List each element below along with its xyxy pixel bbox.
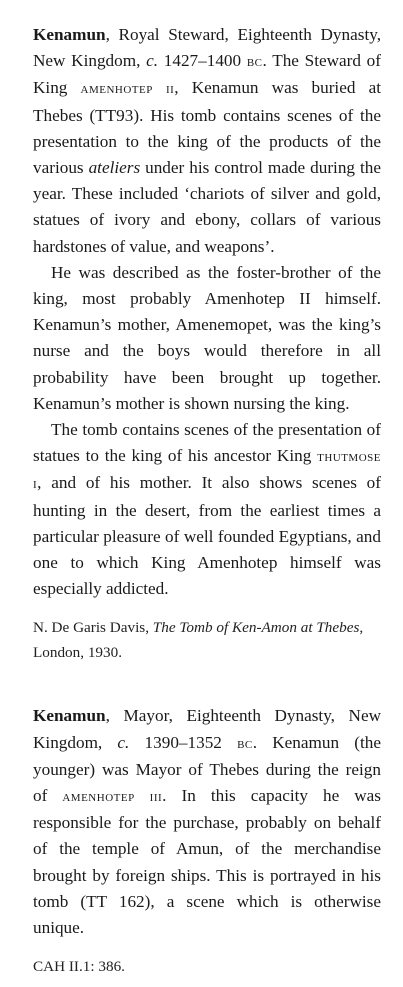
body-text: The tomb contains scenes of the presentation of statues to the king of his ancestor King xyxy=(33,420,381,466)
entry-paragraph xyxy=(33,703,381,941)
body-text: The Steward of King xyxy=(33,51,381,98)
ref-title: The Tomb of Ken-Amon at Thebes xyxy=(152,619,360,637)
bibliography-reference xyxy=(33,616,381,665)
ref-publication: , London, 1930. xyxy=(33,619,364,661)
entry-kenamun-royal-steward xyxy=(33,22,381,665)
circa-abbrev: c. xyxy=(146,51,159,71)
entry-paragraph xyxy=(33,22,381,260)
italic-term: ateliers xyxy=(88,158,141,178)
era-label: bc xyxy=(246,54,263,71)
cross-reference-king: amenhotep ii xyxy=(80,81,175,98)
entry-lead: , Mayor, Eighteenth Dynasty, New Kingdom, xyxy=(33,706,381,752)
cross-reference-king: thutmose i xyxy=(33,449,381,493)
entry-paragraph: He was described as the foster-brother of the king, most probably Amenhotep II himself. Kenamun’s mother, Amenemopet, was the king’s nurse and the boys would therefore in all probability have been brought up together. Kenamun’s mother is shown nursing the king. xyxy=(33,262,381,413)
entry-lead: , Royal Steward, Eighteenth Dynasty, New Kingdom, xyxy=(33,25,381,71)
ref-author: N. De Garis Davis, xyxy=(33,619,153,637)
entry-paragraph xyxy=(33,417,381,602)
circa-abbrev: c. xyxy=(117,732,130,752)
date-range: 1427–1400 xyxy=(158,51,247,71)
sentence-end: . xyxy=(262,51,267,71)
cross-reference-king: amenhotep iii xyxy=(62,789,163,806)
entry-kenamun-mayor xyxy=(33,703,381,979)
headword: Kenamun xyxy=(33,25,106,44)
era-label: bc xyxy=(237,735,253,752)
body-text: , and of his mother. It also shows scenes of hunting in the desert, from the earliest times a particular pleasure of well founded Egyptians, and one to which King Amenhotep himself was especially addicted. xyxy=(33,473,381,599)
body-text: . In this capacity he was responsible for the purchase, probably on behalf of the temple of Amun, of the merchandise brought by foreign ships. This is portrayed in his tomb (TT 162), a scene which is otherwise unique. xyxy=(33,786,381,938)
body-text: , Kenamun was buried at Thebes (TT93). His tomb contains scenes of the presentation to the king of the products of the various xyxy=(33,78,381,178)
bibliography-reference: CAH II.1: 386. xyxy=(33,958,125,976)
date-range: 1390–1352 xyxy=(129,732,238,752)
body-text: . Kenamun (the younger) was Mayor of Thebes during the reign of xyxy=(33,732,382,806)
headword: Kenamun xyxy=(33,706,106,726)
body-text: under his control made during the year. These included ‘chariots of silver and gold, statues of ivory and ebony, collars of various hardstones of value, and weapons’. xyxy=(33,158,381,256)
